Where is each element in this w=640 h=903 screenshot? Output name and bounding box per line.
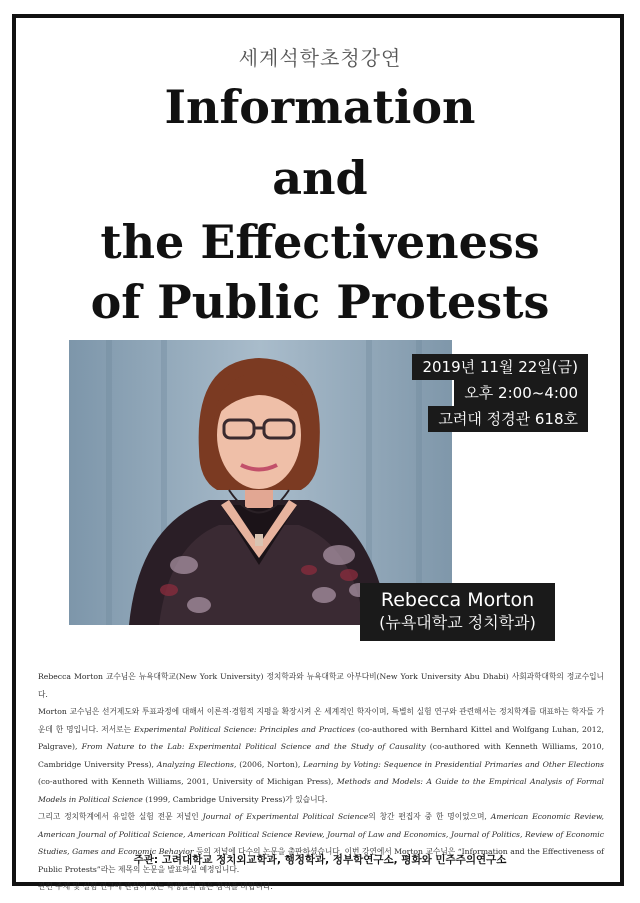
bio-paragraph-1 [38, 668, 604, 703]
speaker-label [360, 583, 555, 641]
event-time: 오후 2:00~4:00 [454, 380, 588, 406]
bio-text: (1999, Cambridge University Press)가 있습니다. [142, 794, 328, 804]
title-line-4: of Public Protests [90, 275, 550, 329]
book-title: Analyzing Elections [156, 759, 234, 769]
bio-text: 등의 저널에 다수의 논문을 출판하셨습니다. 이번 강연에서 Morton 교수님은 “Information and the Effectiveness of Public Protests”라는 제목의 논문을 발표하실 예정입니다. [38, 847, 604, 874]
title-line-3: the Effectiveness [100, 215, 540, 269]
bio-text: (co-authored with Bernhard Kittel and Wolfgang Luhan, 2012, Palgrave), [38, 724, 604, 751]
bio-text: 그리고 정치학계에서 유일한 실험 전문 저널인 [38, 812, 203, 821]
book-title: Experimental Political Science: Principles and Practices [133, 724, 355, 734]
bio-paragraph-2 [38, 703, 604, 808]
bio-text: Rebecca Morton 교수님은 뉴욕대학교(New York University) 정치학과와 뉴욕대학교 아부다비(New York University Abu Dhabi) 사회과학대학의 정교수입니다. [38, 672, 604, 699]
organizer-line: 주관: 고려대학교 정치외교학과, 행정학과, 정부학연구소, 평화와 민주주의연구소 [133, 854, 507, 866]
bio-text: Morton 교수님은 선거제도와 투표과정에 대해서 이론적·경험적 지평을 확장시켜 온 세계적인 학자이며, 특별히 실험 연구와 관련해서는 정치학계를 대표하는 학자들 가운데 한 명입니다. 저서로는 [38, 707, 604, 734]
event-date: 2019년 11월 22일(금) [412, 354, 588, 380]
title-line-2: and [272, 151, 368, 205]
book-title: Learning by Voting: Sequence in Presidential Primaries and Other Elections [303, 759, 604, 769]
bio-text: 의 창간 편집자 중 한 명이었으며, [368, 812, 491, 821]
bio-text: , (2006, Norton), [233, 759, 304, 769]
event-venue: 고려대 정경관 618호 [428, 406, 588, 432]
book-title: From Nature to the Lab: Experimental Political Science and the Study of Causality [81, 742, 426, 751]
journal-list: American Economic Review, American Journal of Political Science, American Political Science Review, Journal of Law and Economics, Journal of Politics, Review of Economic Studies, Games and Economic Behavior [38, 812, 604, 856]
speaker-name: Rebecca Morton [380, 589, 535, 611]
journal-title: Journal of Experimental Political Science [202, 812, 369, 821]
bio-paragraph-4 [38, 878, 604, 896]
bio-text: 관련 주제 및 실험 연구에 관심이 있는 학생들의 많은 참석을 바랍니다. [38, 882, 273, 891]
title-line-1: Information [164, 80, 476, 134]
lecture-series-title: 세계석학초청강연 [238, 46, 402, 70]
speaker-affiliation: (뉴욕대학교 정치학과) [379, 613, 536, 632]
bio-text: (co-authored with Kenneth Williams, 2010, Cambridge University Press), [38, 742, 605, 769]
bio-paragraph-3 [38, 808, 604, 878]
book-title: Methods and Models: A Guide to the Empirical Analysis of Formal Models in Political Science [38, 777, 604, 804]
bio-text: (co-authored with Kenneth Williams, 2001, University of Michigan Press), [38, 777, 337, 786]
